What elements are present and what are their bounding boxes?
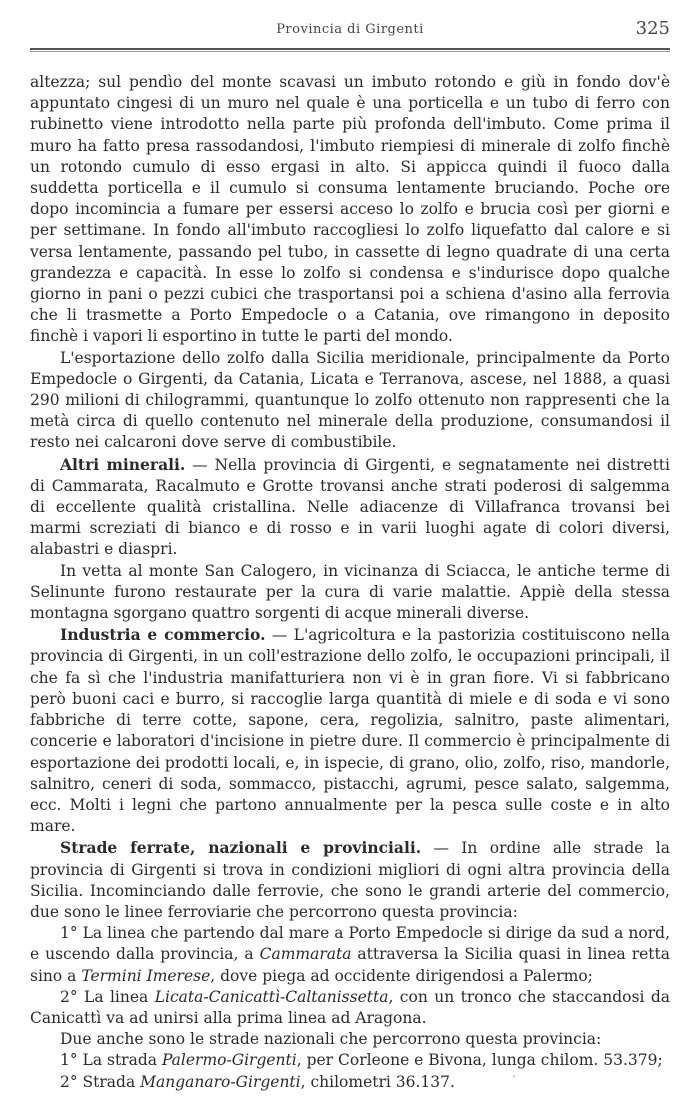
paragraph: In vetta al monte San Calogero, in vicinanza di Sciacca, le antiche terme di Selinunte furono restaurate per la cura di varie malattie. Appiè della stessa montagna sgorgano quattro sorgenti di acque minerali diverse. bbox=[30, 561, 670, 623]
list-item bbox=[30, 987, 670, 1029]
list-text: , con un tronco che staccandosi da Canicattì va ad unirsi alla prima linea ad Aragona. bbox=[30, 987, 670, 1027]
paragraph: L'esportazione dello zolfo dalla Sicilia meridionale, principalmente da Porto Empedocle o Girgenti, da Catania, Licata e Terranova, ascese, nel 1888, a quasi 290 milioni di chilogrammi, quantunque lo zolfo ottenuto non rappresenti che la metà circa di quello contenuto nel minerale della produzione, consumandosi il resto nei calcaroni dove serve di combustibile. bbox=[30, 348, 670, 452]
section-heading: Strade ferrate, nazionali e provinciali. bbox=[60, 838, 422, 858]
paragraph bbox=[30, 624, 670, 837]
stray-mark: ` bbox=[512, 1076, 517, 1087]
road-name: Manganaro-Girgenti bbox=[140, 1072, 301, 1091]
paragraph-text: — L'agricoltura e la pastorizia costituiscono nella provincia di Girgenti, in un coll'estrazione dello zolfo, le occupazioni principali, il che fa sì che l'industria manifatturiera non vi è in gran fiore. Vi si fabbricano però buoni caci e burro, si raccoglie larga quantità di miele e di soda e vi sono fabbriche di terre cotte, sapone, cera, regolizia, salnitro, paste alimentari, concerie e laboratori d'incisione in pietre dure. Il commercio è principalmente di esportazione dei prodotti locali, e, in ispecie, di grano, olio, zolfo, riso, mandorle, salnitro, ceneri di soda, sommacco, pistacchi, agrumi, pesce salato, salgemma, ecc. Molti i legni che partono annualmente per la pesca sulle coste e in alto mare. bbox=[30, 626, 670, 836]
paragraph: altezza; sul pendìo del monte scavasi un imbuto rotondo e giù in fondo dov'è appuntato cingesi di un muro nel quale è una porticella e un tubo di ferro con rubinetto viene introdotto nella parte più profonda dell'imbuto. Come prima il muro ha fatto presa rassodandosi, l'imbuto riempiesi di minerale di zolfo finchè un rotondo cumulo di esso ergasi in alto. Si appicca quindi il fuoco dalla suddetta porticella e il cumulo si consuma lentamente bruciando. Poche ore dopo incomincia a fumare per essersi acceso lo zolfo e brucia così per giorni e per settimane. In fondo all'imbuto raccogliesi lo zolfo liquefatto dal calore e si versa lentamente, passando pel tubo, in cassette di legno quadrate di una certa grandezza e capacità. In esse lo zolfo si condensa e s'indurisce dopo qualche giorno in pani o pezzi cubici che trasportansi poi a schiena d'asino alla ferrovia che li trasmette a Porto Empedocle o a Catania, ove rimangono in deposito finchè i vapori li esportino in tutte le parti del mondo. bbox=[30, 73, 670, 346]
list-text: attraversa la Sicilia quasi in linea retta sino a bbox=[30, 945, 671, 985]
railway-name: Licata-Canicattì-Caltanissetta bbox=[154, 987, 389, 1006]
running-title: Provincia di Girgenti bbox=[276, 22, 424, 37]
paragraph bbox=[30, 454, 670, 561]
list-text: 1° La strada bbox=[60, 1051, 162, 1070]
body-text bbox=[30, 72, 670, 1093]
list-item bbox=[30, 1072, 670, 1093]
paragraph-text: — Nella provincia di Girgenti, e segnatamente nei distretti di Cammarata, Racalmuto e Grotte trovansi anche strati poderosi di salgemma di eccellente qualità cristallina. Nelle adiacenze di Villafranca trovansi bei marmi screziati di bianco e di rosso e in varii luoghi agate di colori diversi, alabastri e diaspri. bbox=[30, 455, 670, 559]
list-text: 2° La linea bbox=[60, 987, 155, 1006]
page-header bbox=[30, 18, 670, 46]
section-heading: Altri minerali. bbox=[60, 454, 186, 474]
list-text: , per Corleone e Bivona, lunga chilom. 53.379; bbox=[296, 1051, 663, 1070]
section-heading: Industria e commercio. bbox=[60, 625, 266, 645]
list-item bbox=[30, 1050, 670, 1071]
list-item bbox=[30, 923, 670, 987]
place-name: Termini Imerese bbox=[81, 966, 211, 985]
paragraph-text: — In ordine alle strade la provincia di Girgenti si trova in condizioni migliori di ogni altra provincia della Sicilia. Incominciando dalle ferrovie, che sono le grandi arterie del commercio, due sono le linee ferroviarie che percorrono questa provincia: bbox=[30, 839, 670, 921]
list-text: 1° La linea che partendo dal mare a Porto Empedocle si dirige da sud a nord, e uscendo dalla provincia, a bbox=[30, 924, 670, 964]
list-text: , chilometri 36.137. bbox=[300, 1072, 455, 1091]
list-text: , dove piega ad occidente dirigendosi a Palermo; bbox=[210, 966, 593, 985]
paragraph bbox=[30, 837, 670, 923]
header-rule bbox=[30, 48, 670, 52]
road-name: Palermo-Girgenti bbox=[161, 1051, 297, 1070]
list-text: 2° Strada bbox=[60, 1072, 141, 1091]
paragraph: Due anche sono le strade nazionali che percorrono questa provincia: bbox=[60, 1030, 602, 1049]
page-number: 325 bbox=[635, 18, 670, 39]
place-name: Cammarata bbox=[259, 945, 352, 964]
